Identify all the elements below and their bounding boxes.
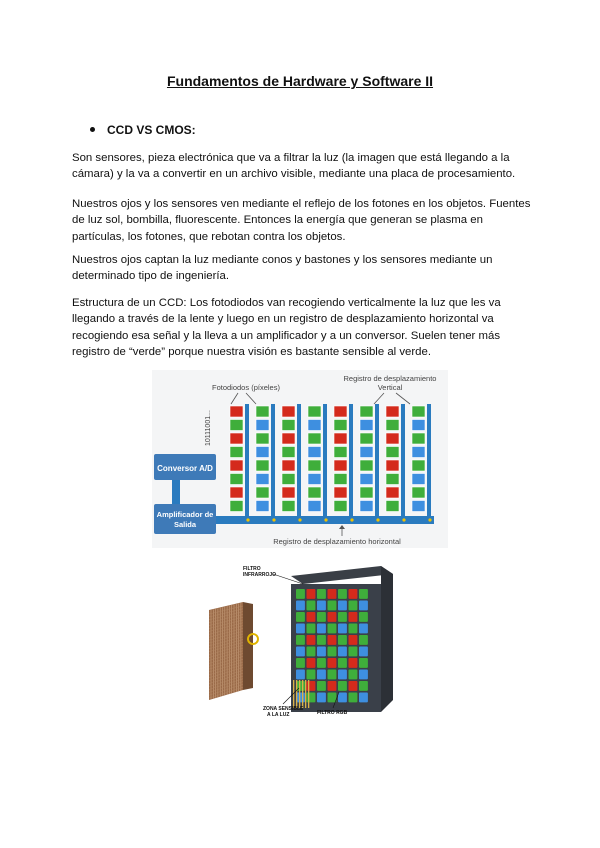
photodiode-cell — [334, 460, 347, 471]
rgb-filter-cell — [307, 635, 316, 645]
photodiode-cell — [334, 487, 347, 498]
sensor-pin — [302, 680, 303, 708]
rgb-filter-cell — [338, 658, 347, 668]
photodiode-cell — [282, 501, 295, 512]
photodiode-cell — [386, 501, 399, 512]
photodiode-cell — [360, 447, 373, 458]
photodiode-cell — [230, 474, 243, 485]
ir-filter-label-2: INFRARROJO — [243, 572, 277, 578]
rgb-filter-cell — [296, 612, 305, 622]
register-dot — [272, 518, 275, 521]
rgb-filter-cell — [328, 658, 337, 668]
rgb-filter-cell — [349, 612, 358, 622]
rgb-filter-cell — [338, 647, 347, 657]
photodiode-cell — [308, 501, 321, 512]
photodiode-cell — [386, 487, 399, 498]
rgb-filter-cell — [359, 658, 368, 668]
rgb-filter-cell — [338, 681, 347, 691]
bullet-heading-text: CCD VS CMOS: — [107, 123, 196, 137]
rgb-filter-cell — [328, 681, 337, 691]
rgb-filter-cell — [317, 681, 326, 691]
vertical-register-8 — [427, 404, 431, 516]
vertical-register-5 — [349, 404, 353, 516]
rgb-filter-cell — [359, 670, 368, 680]
photodiode-cell — [412, 406, 425, 417]
vertical-register-4 — [323, 404, 327, 516]
photodiode-cell — [282, 447, 295, 458]
photodiode-cell — [360, 501, 373, 512]
photodiode-cell — [412, 487, 425, 498]
photodiode-cell — [386, 447, 399, 458]
photodiode-cell — [334, 420, 347, 431]
rgb-filter-cell — [338, 612, 347, 622]
photodiode-cell — [282, 433, 295, 444]
rgb-filter-cell — [349, 693, 358, 703]
photodiode-cell — [256, 474, 269, 485]
photodiode-cell — [282, 420, 295, 431]
photodiode-cell — [412, 420, 425, 431]
rgb-filter-cell — [338, 601, 347, 611]
photodiode-cell — [308, 406, 321, 417]
photodiode-cell — [230, 460, 243, 471]
horizontal-register — [194, 516, 434, 524]
rgb-filter-cell — [359, 693, 368, 703]
photodiode-cell — [282, 460, 295, 471]
rgb-filter-cell — [307, 670, 316, 680]
photodiode-cell — [308, 487, 321, 498]
photodiode-cell — [308, 420, 321, 431]
photodiodes-label: Fotodiodos (píxeles) — [212, 383, 280, 392]
document-title: Fundamentos de Hardware y Software II — [166, 73, 434, 89]
rgb-filter-cell — [349, 624, 358, 634]
register-dot — [376, 518, 379, 521]
register-dot — [402, 518, 405, 521]
rgb-filter-cell — [359, 635, 368, 645]
rgb-filter-cell — [307, 658, 316, 668]
photodiode-cell — [308, 460, 321, 471]
photodiode-cell — [230, 433, 243, 444]
rgb-filter-cell — [296, 635, 305, 645]
photodiode-cell — [282, 487, 295, 498]
rgb-filter-cell — [296, 647, 305, 657]
vertical-register-7 — [401, 404, 405, 516]
vertical-register-label-1: Registro de desplazamiento — [343, 374, 437, 383]
photodiode-cell — [308, 447, 321, 458]
photodiode-cell — [256, 406, 269, 417]
paragraph-photons: Nuestros ojos y los sensores ven mediante el reflejo de los fotones en los objetos. Fuentes de luz sol, bombilla, fluorescente. Entonces la energía que generan se plasma en partículas, los fotones, que rebotan contra los objetos. — [72, 198, 531, 243]
rgb-filter-cell — [328, 647, 337, 657]
photodiode-cell — [360, 474, 373, 485]
rgb-filter-cell — [317, 693, 326, 703]
photodiode-cell — [386, 406, 399, 417]
binary-label: 10111001... — [205, 410, 212, 446]
photodiode-cell — [282, 406, 295, 417]
rgb-filter-cell — [328, 612, 337, 622]
paragraph-ccd-structure: Estructura de un CCD: Los fotodiodos van recogiendo verticalmente la luz que les va llegando a través de la lente y luego en un registro de desplazamiento horizontal va recogiendo esa señal y la lleva a un amplificador y a un conversor. Suelen tener más registro de “verde” porque nuestra visión es bastante sensible al verde. — [72, 297, 501, 359]
zone-label-1: ZONA SENSIBLE — [263, 706, 304, 712]
photodiode-cell — [386, 460, 399, 471]
photodiode-cell — [230, 420, 243, 431]
rgb-filter-cell — [359, 612, 368, 622]
converter-label: Conversor A/D — [157, 464, 213, 473]
rgb-filter-cell — [296, 693, 305, 703]
cmos-sensor-diagram — [203, 562, 398, 722]
rgb-filter-cell — [338, 635, 347, 645]
photodiode-cell — [360, 420, 373, 431]
rgb-filter-cell — [359, 589, 368, 599]
vertical-register-1 — [245, 404, 249, 516]
amplifier-label-1: Amplificador de — [156, 510, 214, 519]
bullet-dot-icon — [90, 127, 95, 132]
rgb-filter-cell — [328, 670, 337, 680]
rgb-filter-cell — [359, 681, 368, 691]
rgb-filter-cell — [296, 624, 305, 634]
rgb-filter-cell — [328, 693, 337, 703]
register-dot — [428, 518, 431, 521]
rgb-filter-cell — [307, 647, 316, 657]
rgb-filter-cell — [359, 624, 368, 634]
register-dot — [246, 518, 249, 521]
vertical-register-3 — [297, 404, 301, 516]
photodiode-cell — [282, 474, 295, 485]
rgb-filter-cell — [349, 658, 358, 668]
rgb-filter-cell — [328, 589, 337, 599]
photodiode-cell — [412, 474, 425, 485]
rgb-filter-cell — [317, 624, 326, 634]
photodiode-cell — [334, 406, 347, 417]
rgb-filter-cell — [317, 670, 326, 680]
rgb-filter-cell — [307, 612, 316, 622]
zone-label-2: A LA LUZ — [267, 712, 290, 718]
photodiode-cell — [412, 460, 425, 471]
paragraph-eyes: Nuestros ojos captan la luz mediante conos y bastones y los sensores mediante un determinado tipo de ingeniería. — [72, 254, 493, 283]
rgb-filter-cell — [317, 647, 326, 657]
rgb-filter-cell — [317, 658, 326, 668]
rgb-filter-cell — [307, 693, 316, 703]
amplifier-label-2: Salida — [173, 520, 197, 529]
small-sensor-chip — [209, 602, 243, 700]
rgb-filter-cell — [307, 681, 316, 691]
cmos-diagram-svg — [203, 562, 398, 722]
photodiode-cell — [256, 447, 269, 458]
photodiode-cell — [360, 460, 373, 471]
rgb-filter-cell — [317, 589, 326, 599]
paragraph-sensors: Son sensores, pieza electrónica que va a filtrar la luz (la imagen que está llegando a la cámara) y la va a convertir en un archivo visible, mediante una placa de procesamiento. — [72, 152, 516, 181]
rgb-filter-cell — [328, 601, 337, 611]
rgb-filter-cell — [328, 635, 337, 645]
photodiode-cell — [256, 420, 269, 431]
photodiode-cell — [360, 406, 373, 417]
rgb-filter-cell — [317, 601, 326, 611]
register-dot — [324, 518, 327, 521]
sensor-pin — [299, 680, 300, 708]
photodiode-cell — [334, 433, 347, 444]
rgb-filter-cell — [317, 635, 326, 645]
rgb-filter-cell — [317, 612, 326, 622]
rgb-filter-cell — [349, 589, 358, 599]
rgb-filter-cell — [338, 693, 347, 703]
rgb-filter-label: FILTRO RGB — [317, 710, 348, 716]
ccd-diagram-svg — [152, 370, 448, 548]
photodiode-cell — [230, 406, 243, 417]
rgb-filter-cell — [349, 681, 358, 691]
rgb-filter-cell — [359, 647, 368, 657]
rgb-filter-cell — [338, 589, 347, 599]
photodiode-cell — [256, 433, 269, 444]
vertical-register-label-2: Vertical — [377, 383, 403, 392]
rgb-filter-cell — [296, 670, 305, 680]
vertical-register-6 — [375, 404, 379, 516]
ir-filter-label-1: FILTRO — [243, 566, 261, 572]
photodiode-cell — [256, 460, 269, 471]
rgb-filter-cell — [296, 658, 305, 668]
photodiode-cell — [386, 474, 399, 485]
register-dot — [298, 518, 301, 521]
photodiode-cell — [412, 433, 425, 444]
photodiode-cell — [334, 474, 347, 485]
rgb-filter-cell — [307, 601, 316, 611]
rgb-filter-cell — [307, 589, 316, 599]
rgb-filter-cell — [296, 589, 305, 599]
rgb-filter-cell — [307, 624, 316, 634]
sensor-pin — [308, 680, 309, 708]
photodiode-cell — [308, 433, 321, 444]
vertical-register-2 — [271, 404, 275, 516]
rgb-filter-cell — [349, 601, 358, 611]
photodiode-cell — [230, 447, 243, 458]
photodiode-cell — [308, 474, 321, 485]
photodiode-cell — [412, 447, 425, 458]
rgb-filter-cell — [296, 601, 305, 611]
photodiode-cell — [230, 501, 243, 512]
photodiode-cell — [360, 433, 373, 444]
sensor-pin — [305, 680, 306, 708]
register-dot — [350, 518, 353, 521]
rgb-filter-cell — [349, 635, 358, 645]
rgb-filter-cell — [349, 670, 358, 680]
photodiode-cell — [386, 433, 399, 444]
rgb-filter-cell — [359, 601, 368, 611]
photodiode-cell — [256, 501, 269, 512]
photodiode-cell — [334, 447, 347, 458]
photodiode-cell — [256, 487, 269, 498]
rgb-filter-cell — [338, 624, 347, 634]
photodiode-cell — [412, 501, 425, 512]
photodiode-cell — [230, 487, 243, 498]
photodiode-cell — [360, 487, 373, 498]
rgb-filter-cell — [349, 647, 358, 657]
photodiode-cell — [386, 420, 399, 431]
ccd-structure-diagram — [152, 370, 448, 548]
amplifier-box — [154, 504, 216, 534]
photodiode-cell — [334, 501, 347, 512]
rgb-filter-cell — [328, 624, 337, 634]
horizontal-register-label: Registro de desplazamiento horizontal — [273, 537, 401, 546]
bullet-heading — [90, 123, 196, 137]
sensor-pin — [296, 680, 297, 708]
rgb-filter-cell — [338, 670, 347, 680]
